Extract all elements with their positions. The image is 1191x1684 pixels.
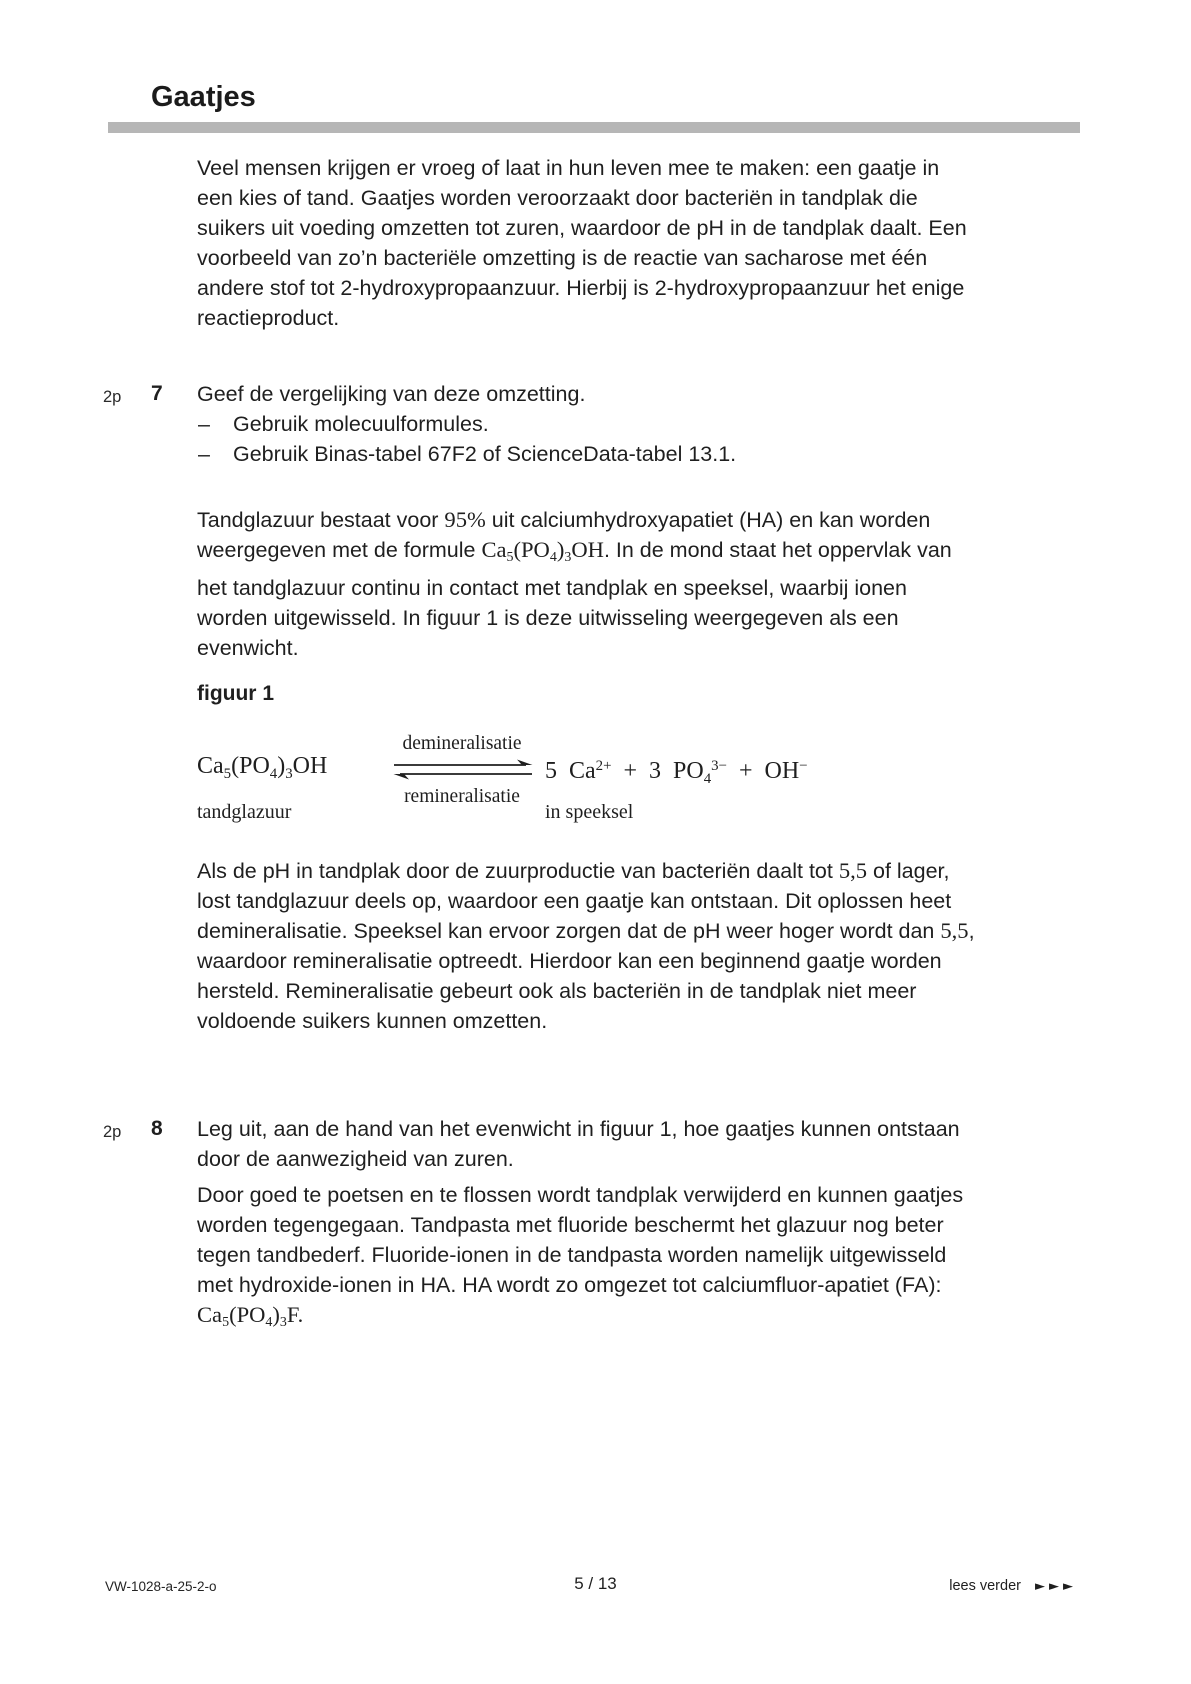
question-7-instruction-1-text: Gebruik molecuulformules. xyxy=(233,412,489,436)
document-code: VW-1028-a-25-2-o xyxy=(105,1579,217,1594)
figure-products-note: in speeksel xyxy=(545,801,634,823)
question-7-instruction-1 xyxy=(197,409,975,439)
continue-indicator xyxy=(949,1578,1077,1594)
question-7-number: 7 xyxy=(151,382,163,405)
intro-paragraph: Veel mensen krijgen er vroeg of laat in hun leven mee te maken: een gaatje in een kies of tand. Gaatjes worden veroorzaakt door bacteriën in tandplak die suikers uit voeding omzetten tot zuren, waardoor de pH in de tandplak daalt. Een voorbeeld van zo’n bacteriële omzetting is de reactie van sacharose met één andere stof tot 2-hydroxypropaanzuur. Hierbij is 2-hydroxypropaanzuur het enige reactieproduct. xyxy=(197,156,967,330)
page-number-indicator: 5 / 13 xyxy=(574,1574,617,1593)
equilibrium-arrows-icon xyxy=(393,759,533,781)
continue-label: lees verder xyxy=(949,1578,1021,1594)
enamel-paragraph: Tandglazuur bestaat voor 95% uit calciumhydroxyapatiet (HA) en kan worden weergegeven met de formule $Ca_5(PO_4)_3OH$. In de mond staat het oppervlak van het tandglazuur continu in contact met tandplak en speeksel, waarbij ionen worden uitgewisseld. In figuur 1 is deze uitwisseling weergegeven als een evenwicht. xyxy=(197,507,952,661)
figure-reactant-formula: $Ca_5(PO_4)_3OH$ xyxy=(197,753,328,782)
figure-1-equilibrium xyxy=(197,729,975,839)
question-7-instruction-2-text: Gebruik Binas-tabel 67F2 of ScienceData-tabel 13.1. xyxy=(233,442,737,466)
question-7 xyxy=(103,379,975,469)
ph-paragraph: Als de pH in tandplak door de zuurproductie van bacteriën daalt tot 5,5 of lager, lost tandglazuur deels op, waardoor een gaatje kan ontstaan. Dit oplossen heet demineralisatie. Speeksel kan ervoor zorgen dat de pH weer hoger wordt dan 5,5, waardoor remineralisatie optreedt. Hierdoor kan een beginnend gaatje worden hersteld. Remineralisatie gebeurt ook als bacteriën in de tandplak niet meer voldoende suikers kunnen omzetten. xyxy=(197,858,975,1033)
figure-products-formula: 5 $Ca^{2+} + 3$ $PO_4^{3-} + OH^-$ xyxy=(545,758,808,787)
question-7-instruction-2 xyxy=(197,439,975,469)
fluoride-paragraph: Door goed te poetsen en te flossen wordt tandplak verwijderd en kunnen gaatjes worden tegengegaan. Tandpasta met fluoride beschermt het glazuur nog beter tegen tandbederf. Fluoride-ionen in de tandpasta worden namelijk uitgewisseld met hydroxide-ionen in HA. HA wordt zo omgezet tot calciumfluor-apatiet (FA): $Ca_5(PO_4)_3F$. xyxy=(197,1183,964,1331)
figure-forward-reaction-label: demineralisatie xyxy=(402,733,522,754)
question-8 xyxy=(103,1114,975,1174)
figure-1-caption: figuur 1 xyxy=(197,682,274,705)
question-8-prompt: Leg uit, aan de hand van het evenwicht in figuur 1, hoe gaatjes kunnen ontstaan door de aanwezigheid van zuren. xyxy=(197,1117,960,1171)
question-8-number: 8 xyxy=(151,1117,163,1140)
title-divider-bar xyxy=(108,122,1080,133)
dash-bullet-icon: – xyxy=(198,442,210,466)
question-7-prompt: Geef de vergelijking van deze omzetting. xyxy=(197,382,586,406)
continue-arrows-icon: ►►► xyxy=(1035,1579,1077,1594)
figure-reactant-note: tandglazuur xyxy=(197,801,292,823)
question-8-points-badge: 2p xyxy=(103,1123,122,1141)
dash-bullet-icon: – xyxy=(198,412,210,436)
figure-reverse-reaction-label: remineralisatie xyxy=(404,786,520,807)
page-title: Gaatjes xyxy=(151,81,256,113)
question-7-points-badge: 2p xyxy=(103,388,122,406)
